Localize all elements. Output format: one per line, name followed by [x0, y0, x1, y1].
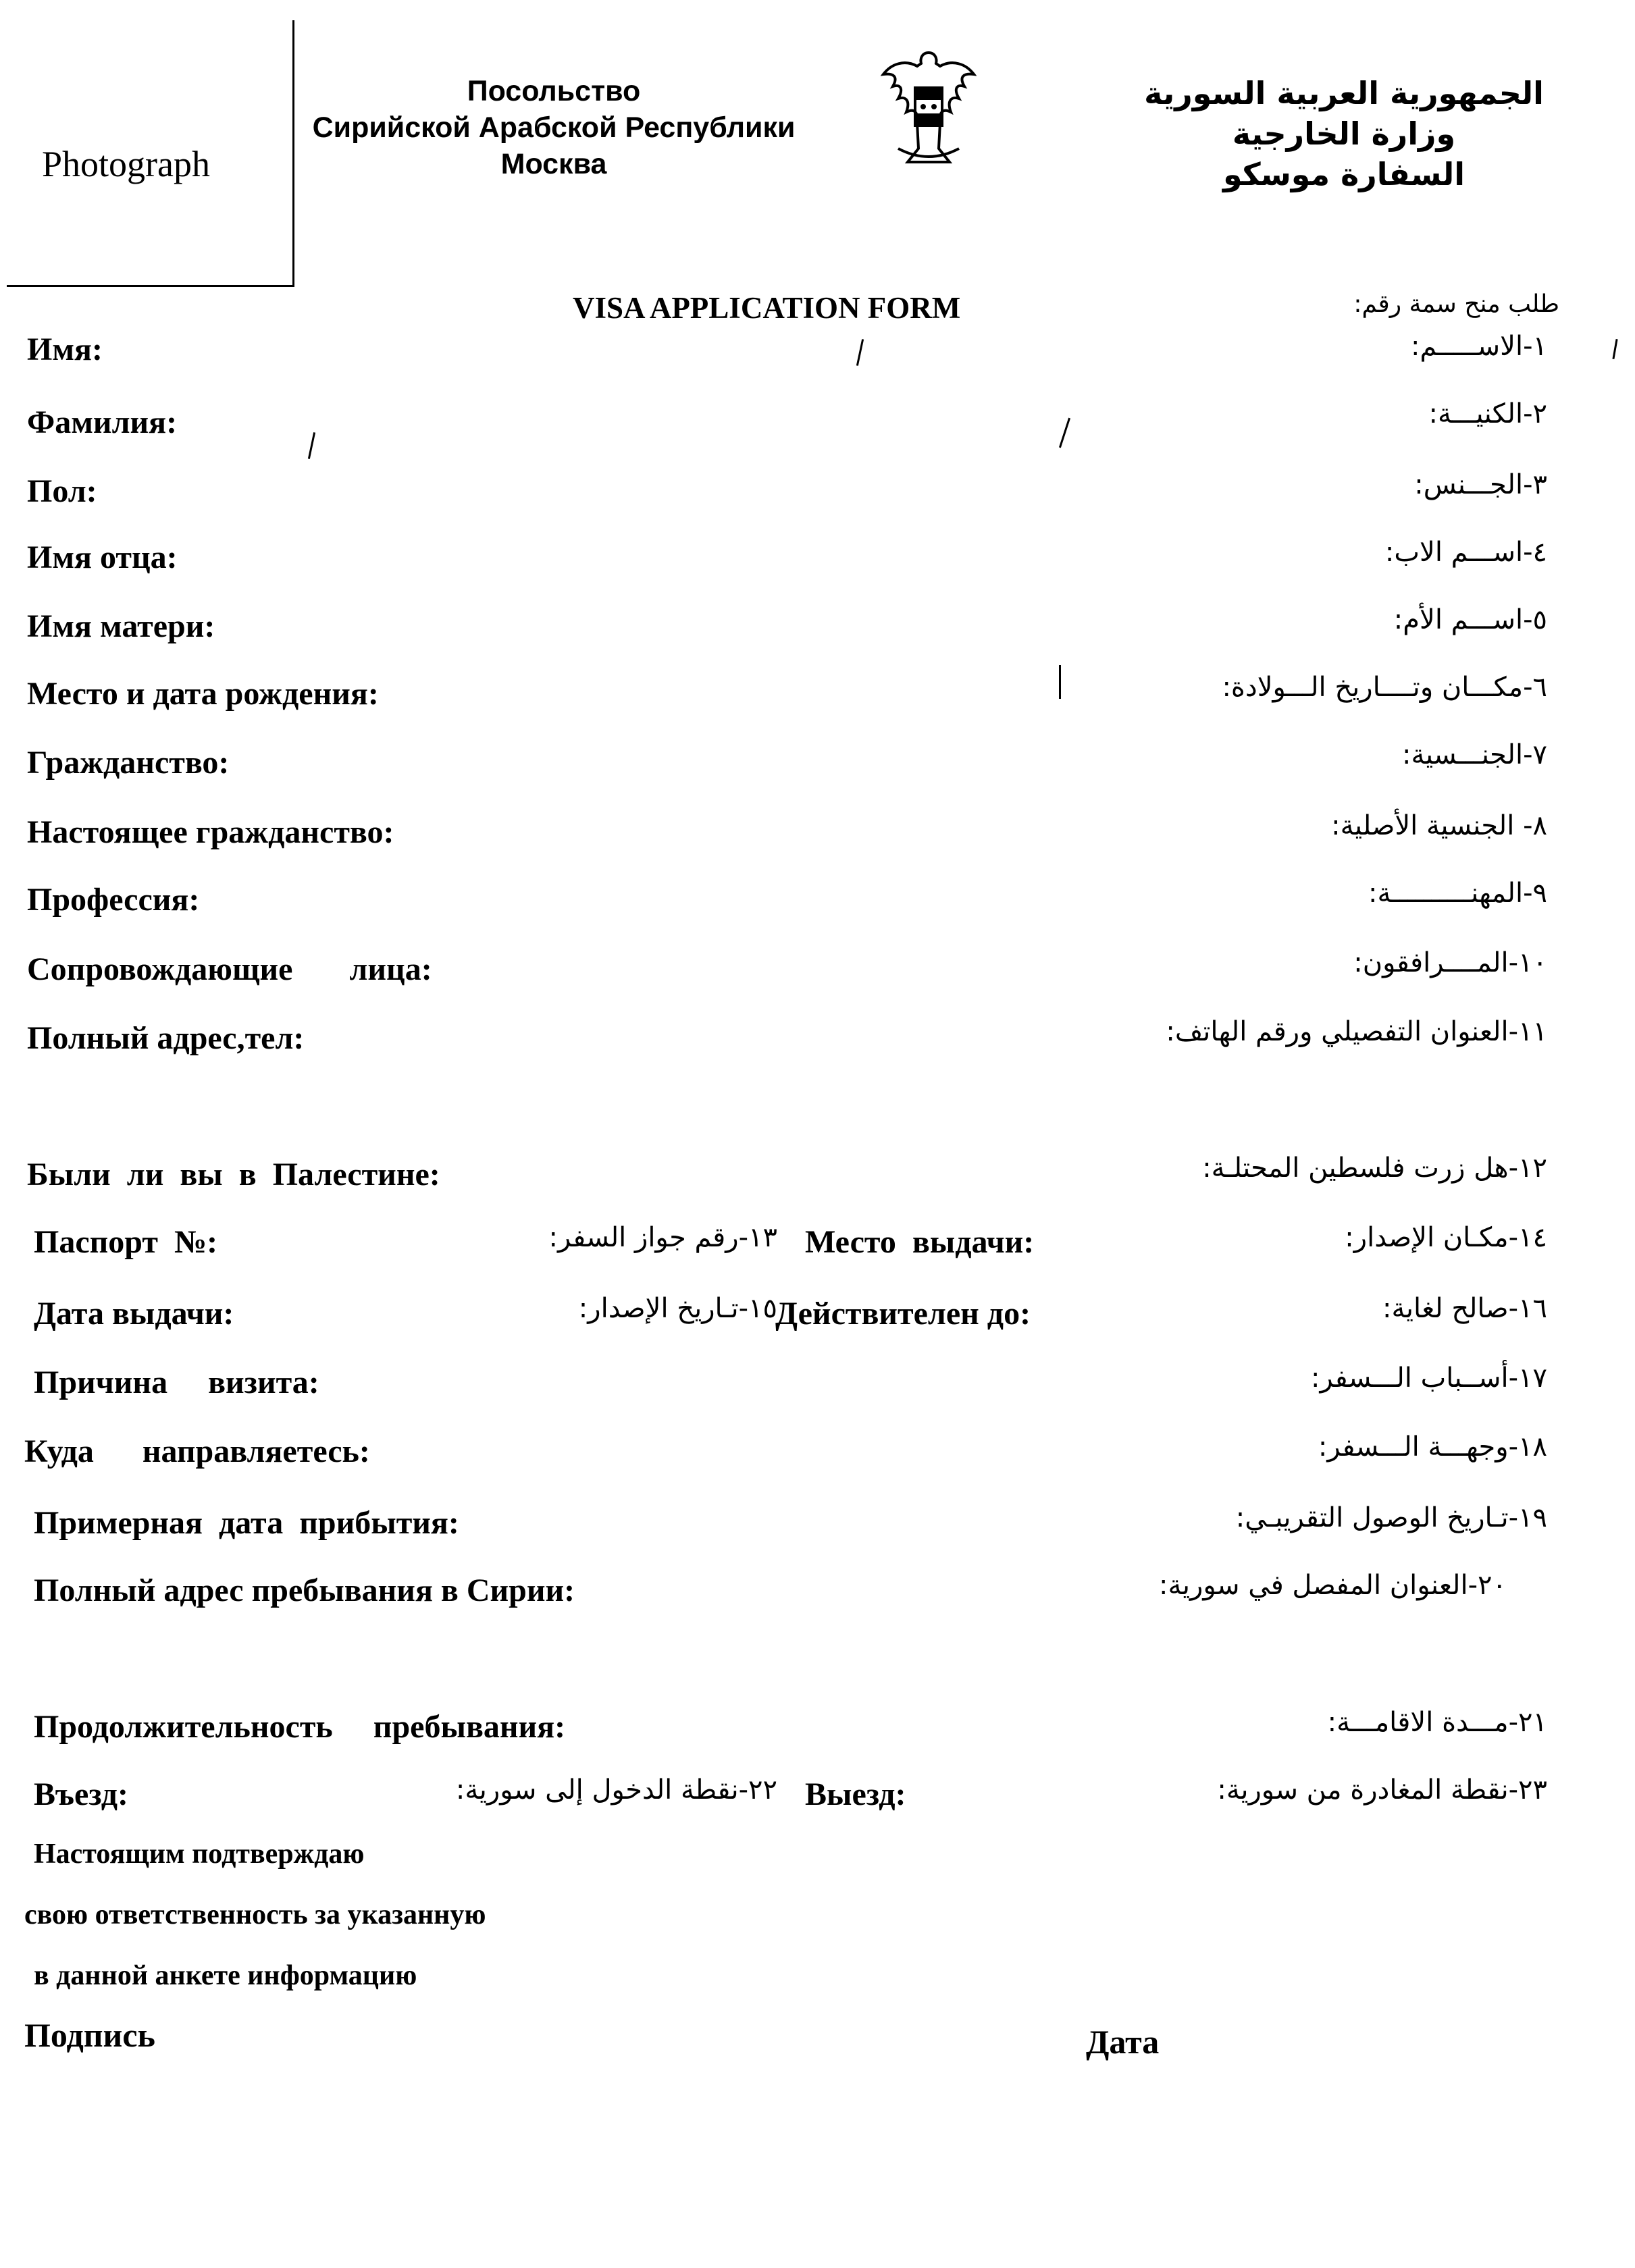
- field-sex-ru: Пол:: [27, 473, 97, 509]
- field-citizenship-ru: Гражданство:: [27, 745, 230, 781]
- photo-label: Photograph: [42, 144, 210, 184]
- field-citizenship-ar: ٧-الجنـــسية:: [1402, 739, 1547, 770]
- scan-mark: [1612, 339, 1617, 359]
- field-address-syria-ru: Полный адрес пребывания в Сирии:: [34, 1573, 575, 1608]
- field-profession-ar: ٩-المهنــــــــــة:: [1368, 878, 1547, 909]
- field-destination-ar: ١٨-وجهـــة الـــسفر:: [1318, 1431, 1547, 1462]
- request-number-ar: طلب منح سمة رقم:: [1353, 290, 1559, 318]
- field-companions-ru: Сопровождающие лица:: [27, 951, 432, 987]
- field-entry-ar: ٢٢-نقطة الدخول إلى سورية:: [455, 1774, 777, 1805]
- field-surname-ru: Фамилия:: [27, 404, 178, 440]
- declaration-line3: в данной анкете информацию: [34, 1960, 417, 1991]
- field-palestine-ar: ١٢-هل زرت فلسطين المحتلـة:: [1202, 1153, 1547, 1184]
- scan-mark: [308, 432, 315, 459]
- field-duration-ar: ٢١-مـــدة الاقامـــة:: [1327, 1707, 1547, 1738]
- declaration-line1: Настоящим подтверждаю: [34, 1839, 365, 1870]
- date-label: Дата: [1086, 2023, 1160, 2061]
- field-address-phone-ru: Полный адрес,тел:: [27, 1020, 305, 1056]
- field-issue-date-ru: Дата выдачи:: [34, 1296, 234, 1331]
- field-exit-ru: Выезд:: [805, 1776, 906, 1812]
- embassy-heading-ru: [284, 73, 824, 182]
- embassy-ru-line3: Москва: [500, 148, 607, 180]
- declaration-line2: свою ответственность за указанную: [24, 1899, 486, 1930]
- field-companions-ar: ١٠-المــــرافقون:: [1353, 947, 1547, 978]
- field-issue-place-ar: ١٤-مكـان الإصدار:: [1345, 1222, 1547, 1253]
- field-original-nationality-ar: ٨- الجنسية الأصلية:: [1331, 810, 1547, 841]
- field-current-citizenship-ru: Настоящее гражданство:: [27, 814, 394, 850]
- embassy-ar-line2: وزارة الخارجية: [1232, 115, 1456, 152]
- field-duration-ru: Продолжительность пребывания:: [34, 1709, 566, 1745]
- scan-mark: [856, 339, 864, 366]
- field-passport-no-ru: Паспорт №:: [34, 1224, 218, 1260]
- field-valid-until-ru: Действителен до:: [775, 1296, 1031, 1331]
- form-title: VISA APPLICATION FORM: [573, 291, 961, 325]
- field-destination-ru: Куда направляетесь:: [24, 1433, 370, 1469]
- field-arrival-date-ar: ١٩-تـاريخ الوصول التقريبـي:: [1235, 1502, 1547, 1533]
- field-valid-until-ar: ١٦-صالح لغاية:: [1382, 1293, 1547, 1324]
- field-issue-date-ar: ١٥-تـاريخ الإصدار:: [578, 1293, 777, 1324]
- field-first-name-ar: ١-الاســـــم:: [1410, 331, 1547, 362]
- embassy-ar-line3: السفارة موسكو: [1222, 156, 1465, 192]
- field-arrival-date-ru: Примерная дата прибытия:: [34, 1505, 459, 1541]
- field-address-syria-ar: ٢٠-العنوان المفصل في سورية:: [1158, 1570, 1507, 1601]
- field-entry-ru: Въезд:: [34, 1776, 128, 1812]
- field-father-name-ar: ٤-اســـم الاب:: [1384, 537, 1547, 568]
- field-father-name-ru: Имя отца:: [27, 539, 178, 575]
- field-sex-ar: ٣-الجـــنس:: [1414, 469, 1547, 500]
- eagle-emblem-icon: [878, 47, 979, 169]
- field-profession-ru: Профессия:: [27, 882, 200, 918]
- signature-label: Подпись: [24, 2016, 155, 2054]
- field-exit-ar: ٢٣-نقطة المغادرة من سورية:: [1217, 1774, 1547, 1805]
- scan-mark: [1059, 665, 1061, 699]
- embassy-ru-line1: Посольство: [467, 75, 641, 107]
- field-address-phone-ar: ١١-العنوان التفصيلي ورقم الهاتف:: [1166, 1016, 1547, 1047]
- field-issue-place-ru: Место выдачи:: [805, 1224, 1035, 1260]
- field-mother-name-ar: ٥-اســـم الأم:: [1393, 604, 1547, 635]
- field-birth-place-date-ar: ٦-مكـــان وتــــاريخ الـــولادة:: [1222, 672, 1547, 703]
- field-visit-reason-ru: Причина визита:: [34, 1365, 319, 1400]
- field-mother-name-ru: Имя матери:: [27, 608, 215, 644]
- field-visit-reason-ar: ١٧-أســباب الـــسفر:: [1310, 1363, 1547, 1394]
- field-first-name-ru: Имя:: [27, 332, 103, 367]
- scan-mark: [1059, 418, 1070, 448]
- field-surname-ar: ٢-الكنيـــة:: [1428, 398, 1547, 429]
- field-palestine-ru: Были ли вы в Палестине:: [27, 1157, 440, 1192]
- embassy-ar-line1: الجمهورية العربية السورية: [1144, 75, 1544, 111]
- embassy-heading-ar: [1108, 73, 1580, 194]
- embassy-ru-line2: Сирийской Арабской Республики: [312, 111, 796, 144]
- field-birth-place-date-ru: Место и дата рождения:: [27, 676, 379, 712]
- field-passport-no-ar: ١٣-رقم جواز السفر:: [548, 1222, 777, 1253]
